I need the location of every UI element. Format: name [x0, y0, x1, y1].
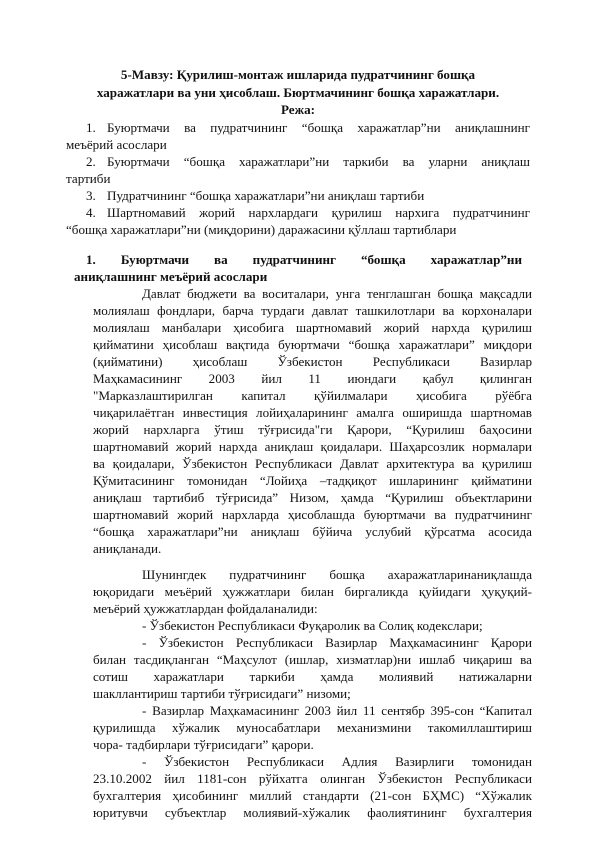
bullet-item-4-line: бухгалтерия ҳисобининг миллий стандарти (21-сон БҲМС) “Хўжалик: [93, 788, 532, 803]
paragraph-2-line: меъёрий ҳужжатлардан фойдаланалиди:: [93, 601, 318, 616]
bullet-item-4-line: юритувчи субъектлар молиявий-хўжалик фаолиятининг бухгалтерия: [93, 805, 532, 820]
plan-item-4: [86, 204, 530, 221]
paragraph-1-line: шартномавий жорий нархда аниқлаш қоидалари. Шаҳарсозлик нормалари: [93, 439, 532, 454]
paragraph-1-line: Маҳкамасининг 2003 йил 11 июндаги қабул қилинган: [93, 371, 532, 386]
paragraph-2-line: юқоридаги меъёрий ҳужжатлари билан биргаликда қуйидаги ҳуқуқий-: [93, 584, 532, 599]
paragraph-1-line: "Марказлаштирилган капитал қўйилмалари ҳисобига рўёбга: [93, 388, 532, 403]
plan-item-text: Шартномавий жорий нархлардаги қурилиш нархига пудратчининг: [107, 205, 530, 220]
section-1-heading: 1. Буюртмачи ва пудратчининг “бошқа харажатлар”ни: [86, 252, 522, 267]
bullet-item-4-line: - Ўзбекистон Республикаси Адлия Вазирлиги томонидан: [142, 754, 532, 769]
plan-item-4-continuation: “бошқа харажатлари”ни (миқдорини) даражасини қўллаш тартиблари: [66, 222, 457, 237]
plan-item-number: 1.: [86, 120, 96, 135]
document-title-line-2: харажатлари ва уни ҳисоблаш. Бюртмачининг бошқа харажатлари.: [96, 85, 500, 100]
paragraph-1-line: (қийматини) ҳисоблаш Ўзбекистон Республикаси Вазирлар: [93, 354, 532, 369]
paragraph-1-line: молиялаш манбалари ҳисобига шартномавий жорий нархда қурилиш: [93, 320, 532, 335]
paragraph-1-line: молиялаш фондлари, барча турдаги давлат ташкилотлари ва корхоналари: [93, 303, 532, 318]
bullet-item-2-line: шакллантириш тартиби тўғрисидаги” низоми;: [93, 686, 351, 701]
bullet-item-2-line: сотиш харажатлари таркиби ҳамда молиявий натижаларни: [93, 669, 532, 684]
paragraph-1-line: қийматини ҳисоблаш вақтида буюртмачи “бошқа харажатлари” миқдори: [93, 337, 532, 352]
plan-item-text: Буюртмачи ва пудратчининг “бошқа харажатлар”ни аниқлашнинг: [107, 120, 530, 135]
plan-item-3: [86, 187, 424, 204]
plan-heading: Режа:: [280, 102, 316, 117]
plan-item-number: 2.: [86, 154, 96, 169]
section-1-heading-continuation: аниқлашнинг меъёрий асослари: [74, 269, 268, 284]
paragraph-1-line: ва қоидалари, Ўзбекистон Республикаси Давлат архитектура ва қурилиш: [93, 456, 532, 471]
bullet-item-4-line: 23.10.2002 йил 1181-сон рўйхатга олинган Ўзбекистон Республикаси: [93, 771, 532, 786]
paragraph-1-line: “бошқа харажатлари”ни аниқлаш бўйича услубий қўрсатма асосида: [93, 524, 532, 539]
paragraph-1-line: чиқарилаётган инвестиция лойиҳаларининг амалга оширишда шартномав: [93, 405, 532, 420]
bullet-item-2-line: билан тасдиқланган “Маҳсулот (ишлар, хизматлар)ни ишлаб чиқариш ва: [93, 652, 532, 667]
paragraph-1-line: шартномавий жорий нархларда ҳисоблашда буюртмачи ва пудратчининг: [93, 507, 532, 522]
bullet-item-3-line: чора- тадбирлари тўғрисидаги” қарори.: [93, 737, 314, 752]
plan-item-1-continuation: меъёрий асослари: [66, 137, 167, 152]
plan-item-number: 4.: [86, 205, 96, 220]
bullet-item-1: - Ўзбекистон Республикаси Фуқаролик ва Солиқ кодекслари;: [142, 618, 483, 633]
plan-item-2-continuation: тартиби: [66, 171, 111, 186]
plan-item-text: Пудратчининг “бошқа харажатлари”ни аниқлаш тартиби: [107, 188, 425, 203]
paragraph-1-line: аниқлаш тартибиб тўғрисида” Низом, ҳамда “Қурилиш объектларини: [93, 490, 532, 505]
plan-item-1: [86, 119, 530, 136]
plan-item-2: [86, 153, 530, 170]
document-title-line-1: 5-Мавзу: Қурилиш-монтаж ишларида пудратчининг бошқа: [120, 67, 476, 82]
paragraph-1-line: Қўмитасининг томонидан “Лойиҳа –тадқиқот ишларининг қийматини: [93, 473, 532, 488]
plan-item-number: 3.: [86, 188, 96, 203]
bullet-item-2-line: - Ўзбекистон Республикаси Вазирлар Маҳкамасининг Қарори: [142, 635, 532, 650]
plan-item-text: Буюртмачи “бошқа харажатлари”ни таркиби ва уларни аниқлаш: [107, 154, 530, 169]
paragraph-1-line: жорий нархларга ўтиш тўғрисида"ги Қарори, “Қурилиш баҳосини: [93, 422, 532, 437]
bullet-item-3-line: - Вазирлар Маҳкамасининг 2003 йил 11 сентябр 395-сон “Капитал: [142, 703, 532, 718]
paragraph-1-line: аниқланади.: [93, 541, 162, 556]
paragraph-2-line: Шунингдек пудратчининг бошқа ахаражатларинаниқлашда: [142, 567, 532, 582]
paragraph-1-line: Давлат бюджети ва воситалари, унга тенглашган бошқа мақсадли: [142, 286, 532, 301]
bullet-item-3-line: қурилишда хўжалик муносабатлари механизмини такомиллаштириш: [93, 720, 532, 735]
